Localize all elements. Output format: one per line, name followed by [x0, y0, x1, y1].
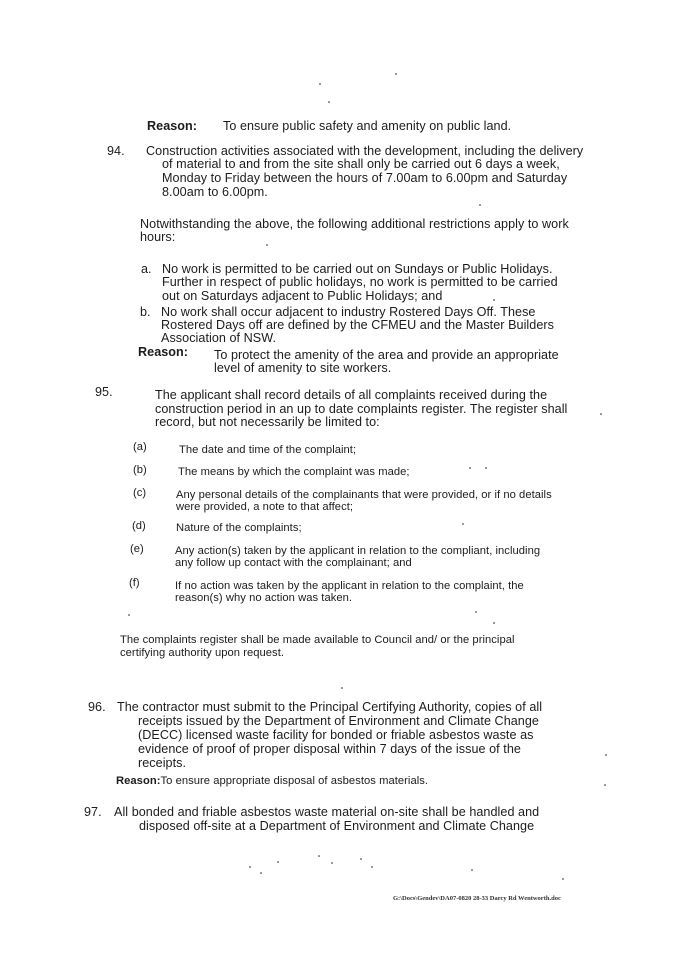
- list-item: Any personal details of the complainants that were provided, or if no details: [176, 489, 552, 501]
- condition-95-line: construction period in an up to date complaints register. The register shall: [155, 402, 568, 416]
- list-marker: (e): [130, 543, 144, 555]
- list-marker: (f): [129, 577, 140, 589]
- condition-97-line: All bonded and friable asbestos waste material on-site shall be handled and: [114, 805, 540, 819]
- scan-speck: [331, 862, 333, 864]
- scan-speck: [604, 784, 606, 786]
- scan-speck: [485, 467, 487, 469]
- condition-96-line: receipts issued by the Department of Environment and Climate Change: [138, 714, 539, 728]
- item-a-line: Further in respect of public holidays, no work is permitted to be carried: [162, 275, 558, 289]
- condition-94-line: Monday to Friday between the hours of 7.00am to 6.00pm and Saturday: [162, 171, 568, 185]
- item-a-line: out on Saturdays adjacent to Public Holidays; and: [162, 289, 443, 303]
- scan-speck: [319, 83, 321, 85]
- list-item: Nature of the complaints;: [176, 522, 302, 534]
- list-marker: (b): [133, 464, 147, 476]
- list-marker: (c): [133, 487, 147, 499]
- condition-96-line: evidence of proof of proper disposal within 7 days of the issue of the: [138, 742, 521, 756]
- reason-94-line: To protect the amenity of the area and provide an appropriate: [214, 348, 559, 362]
- scan-speck: [493, 622, 495, 624]
- condition-95-line: The applicant shall record details of all complaints received during the: [155, 388, 548, 402]
- condition-96-line: receipts.: [138, 756, 187, 770]
- reason-label: Reason:: [147, 119, 198, 133]
- condition-95-line: record, but not necessarily be limited to:: [155, 415, 380, 429]
- scan-speck: [266, 244, 268, 246]
- list-marker: (a): [133, 441, 147, 453]
- reason-94-line: level of amenity to site workers.: [214, 361, 392, 375]
- condition-94-line: Construction activities associated with the development, including the delivery: [146, 144, 584, 158]
- scan-speck: [605, 754, 607, 756]
- reason-93: [147, 120, 511, 133]
- condition-number: 96.: [88, 700, 106, 714]
- scan-speck: [479, 204, 481, 206]
- scan-speck: [277, 861, 279, 863]
- reason-text: To ensure appropriate disposal of asbestos materials.: [160, 775, 429, 787]
- item-marker: b.: [140, 305, 151, 319]
- scan-speck: [128, 614, 130, 616]
- scan-speck: [371, 866, 373, 868]
- condition-96-line: The contractor must submit to the Principal Certifying Authority, copies of all: [117, 700, 543, 714]
- scan-speck: [493, 299, 495, 301]
- scan-speck: [395, 73, 397, 75]
- scan-speck: [475, 611, 477, 613]
- scan-speck: [462, 523, 464, 525]
- item-b-line: No work shall occur adjacent to industry Rostered Days Off. These: [161, 305, 536, 319]
- condition-number: 95.: [95, 385, 113, 399]
- item-marker: a.: [141, 262, 152, 276]
- scan-speck: [469, 467, 471, 469]
- scan-speck: [249, 866, 251, 868]
- footer-file-path: G:\Docs\Gendev\DA07-0820 28-33 Darcy Rd Wentworth.doc: [393, 895, 561, 902]
- scan-speck: [341, 687, 343, 689]
- closing-line: certifying authority upon request.: [120, 647, 285, 659]
- list-item: The date and time of the complaint;: [179, 444, 357, 456]
- list-item: The means by which the complaint was made;: [178, 466, 410, 478]
- list-item: Any action(s) taken by the applicant in relation to the compliant, including: [175, 545, 541, 557]
- reason-text: To ensure public safety and amenity on public land.: [223, 119, 512, 133]
- item-b-line: Rostered Days off are defined by the CFMEU and the Master Builders: [161, 318, 554, 332]
- scan-speck: [471, 869, 473, 871]
- scan-speck: [360, 858, 362, 860]
- condition-number: 94.: [107, 144, 125, 158]
- scan-speck: [318, 855, 320, 857]
- reason-label: Reason:: [138, 345, 189, 359]
- list-item: If no action was taken by the applicant in relation to the complaint, the: [175, 580, 524, 592]
- list-item: reason(s) why no action was taken.: [175, 592, 353, 604]
- reason-96: [116, 775, 428, 787]
- reason-label: Reason:: [116, 775, 161, 787]
- notwithstanding-line: Notwithstanding the above, the following additional restrictions apply to work: [140, 217, 569, 231]
- scan-speck: [328, 101, 330, 103]
- list-marker: (d): [132, 520, 146, 532]
- condition-number: 97.: [84, 805, 102, 819]
- condition-96-line: (DECC) licensed waste facility for bonded or friable asbestos waste as: [138, 728, 534, 742]
- item-a-line: No work is permitted to be carried out on Sundays or Public Holidays.: [162, 262, 553, 276]
- condition-97-line: disposed off-site at a Department of Environment and Climate Change: [139, 819, 535, 833]
- closing-line: The complaints register shall be made available to Council and/ or the principal: [120, 634, 515, 646]
- scan-speck: [600, 413, 602, 415]
- notwithstanding-line: hours:: [140, 230, 176, 244]
- item-b-line: Association of NSW.: [161, 331, 277, 345]
- list-item: any follow up contact with the complainant; and: [175, 557, 412, 569]
- scan-speck: [260, 872, 262, 874]
- condition-94-line: of material to and from the site shall only be carried out 6 days a week,: [162, 157, 560, 171]
- scan-speck: [562, 878, 564, 880]
- condition-94-line: 8.00am to 6.00pm.: [162, 185, 268, 199]
- list-item: were provided, a note to that affect;: [176, 501, 354, 513]
